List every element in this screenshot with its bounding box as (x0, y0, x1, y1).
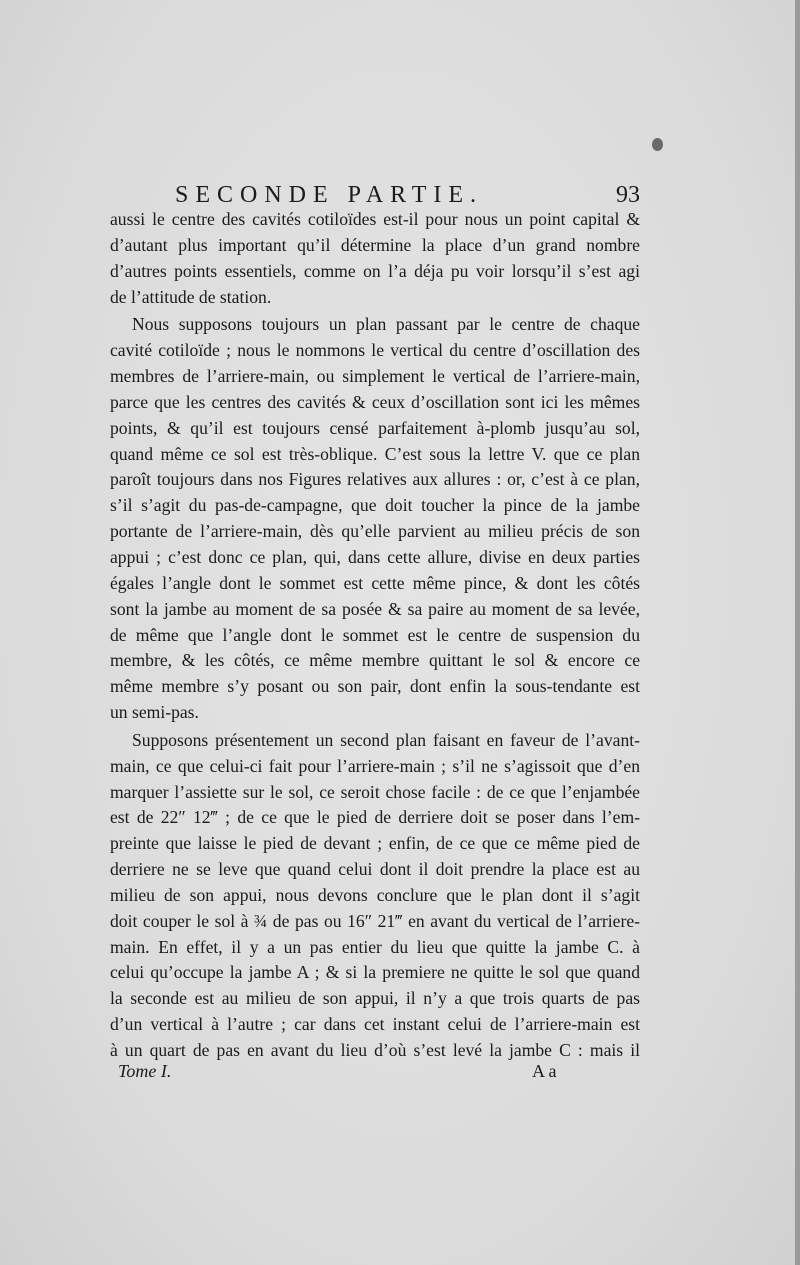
text-line: d’autres points essentiels, comme on l’a déja pu voir lorsqu’il s’est agi (110, 260, 640, 281)
text-line: quand même ce sol est très-oblique. C’est sous la lettre V. que ce plan (110, 443, 640, 464)
text-line: aussi le centre des cavités cotiloïdes est-il pour nous un point capital & (110, 209, 640, 229)
text-line: milieu de son appui, nous devons conclure que le plan dont il s’agit (110, 884, 640, 905)
text-line: la seconde est au milieu de son appui, il n’y a que trois quarts de pas (110, 988, 640, 1009)
text-line: paroît toujours dans nos Figures relatives aux allures : or, c’est à ce plan, (110, 469, 640, 490)
text-line: de l’attitude de station. (110, 286, 272, 307)
text-line: cavité cotiloïde ; nous le nommons le vertical du centre d’oscillation des (110, 340, 640, 361)
text-line: doit couper le sol à ¾ de pas ou 16″ 21‴ en avant du vertical de l’arriere- (110, 910, 640, 931)
paragraph-3 (110, 728, 640, 1064)
text-line: de même que l’angle dont le sommet est le centre de suspension du (110, 624, 640, 645)
signature-mark: A a (532, 1061, 557, 1081)
text-line: à un quart de pas en avant du lieu d’où s’est levé la jambe C : mais il (110, 1040, 640, 1060)
text-line: un semi-pas. (110, 702, 199, 723)
page-edge-shadow (795, 0, 800, 1265)
ink-speck (652, 138, 663, 151)
text-line: même membre s’y posant ou son pair, dont enfin la sous-tendante est (110, 676, 640, 697)
text-line: égales l’angle dont le sommet est cette même pince, & dont les côtés (110, 572, 640, 593)
text-line: d’autant plus important qu’il détermine la place d’un grand nombre (110, 234, 640, 255)
text-line: derriere ne se leve que quand celui dont il doit prendre la place est au (110, 859, 640, 880)
text-line: portante de l’arriere-main, dès qu’elle parvient au milieu précis de son (110, 521, 640, 542)
text-line: d’un vertical à l’autre ; car dans cet instant celui de l’arriere-main est (110, 1014, 640, 1035)
text-line: celui qu’occupe la jambe A ; & si la premiere ne quitte le sol que quand (110, 962, 640, 983)
text-line: main. En effet, il y a un pas entier du lieu que quitte la jambe C. à (110, 936, 640, 957)
running-title: SECONDE PARTIE. (175, 182, 484, 208)
text-line: parce que les centres des cavités & ceux d’oscillation sont ici les mêmes (110, 391, 640, 412)
paragraph-1 (110, 207, 640, 310)
text-line: membre, & les côtés, ce même membre quittant le sol & encore ce (110, 650, 640, 671)
text-line: est de 22″ 12‴ ; de ce que le pied de derriere doit se poser dans l’em- (110, 807, 640, 828)
text-line: s’il s’agit du pas-de-campagne, que doit toucher la pince de la jambe (110, 495, 640, 516)
text-line: sont la jambe au moment de sa posée & sa paire au moment de sa levée, (110, 598, 640, 619)
page-number: 93 (616, 182, 640, 208)
page-footer (110, 1057, 640, 1085)
text-line: points, & qu’il est toujours censé parfaitement à-plomb jusqu’au sol, (110, 417, 640, 438)
text-line: preinte que laisse le pied de devant ; enfin, de ce que ce même pied de (110, 833, 640, 854)
paragraph-2 (110, 312, 640, 726)
text-line: membres de l’arriere-main, ou simplement le vertical de l’arriere-main, (110, 366, 640, 387)
text-line: Supposons présentement un second plan faisant en faveur de l’avant- (132, 729, 640, 750)
text-line: appui ; c’est donc ce plan, qui, dans cette allure, divise en deux parties (110, 546, 640, 567)
volume-label: Tome I. (118, 1061, 172, 1081)
body-text (110, 207, 640, 1064)
text-line: main, ce que celui-ci fait pour l’arriere-main ; s’il ne s’agissoit que d’en (110, 755, 640, 776)
text-line: Nous supposons toujours un plan passant par le centre de chaque (132, 314, 640, 335)
text-line: marquer l’assiette sur le sol, ce seroit chose facile : de ce que l’enjambée (110, 781, 640, 802)
